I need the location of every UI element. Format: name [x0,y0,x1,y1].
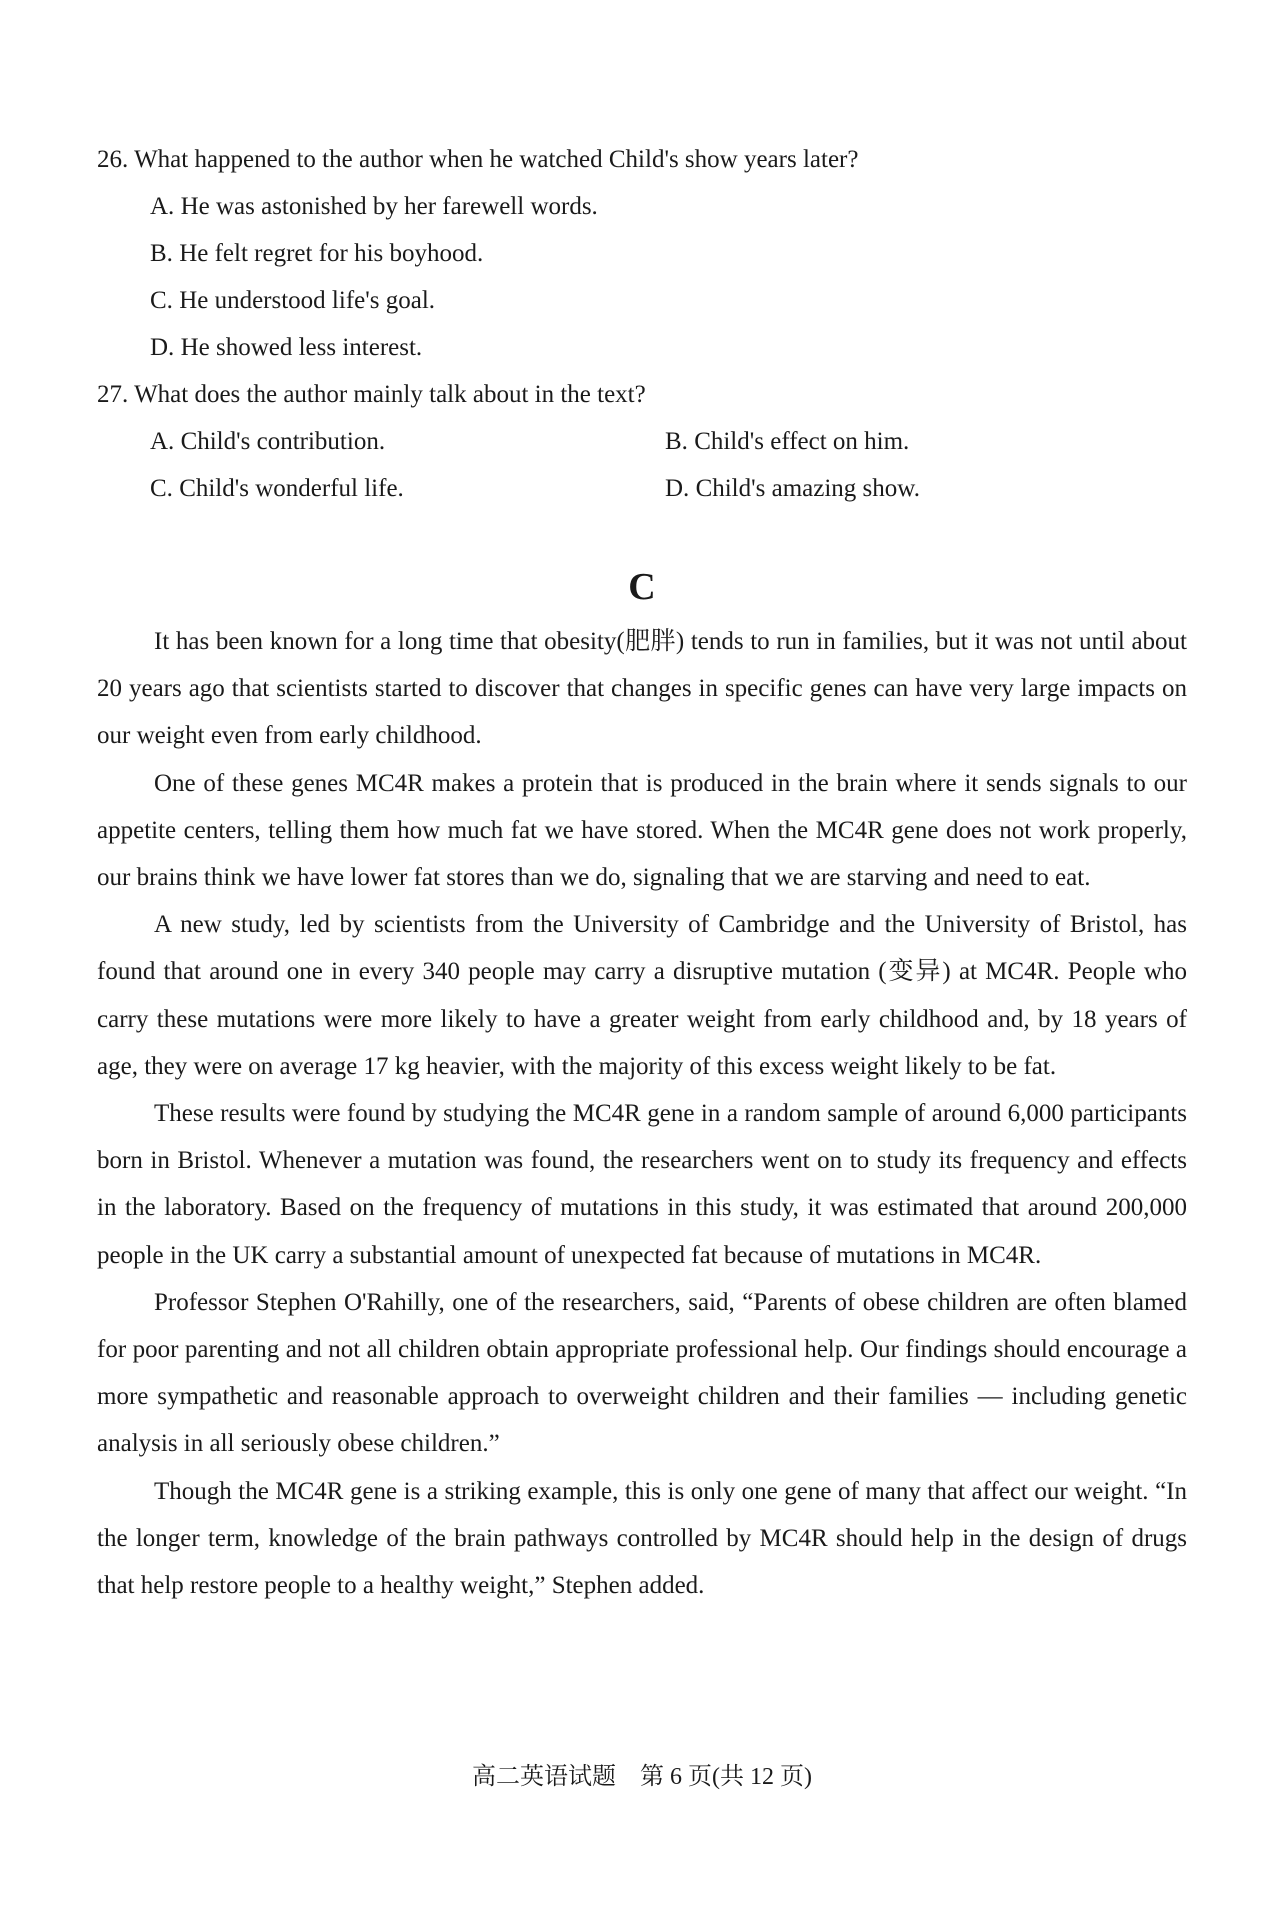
question-text: What happened to the author when he watched Child's show years later? [134,146,859,173]
option-letter: B. [665,428,688,455]
option-text: He felt regret for his boyhood. [179,240,484,267]
passage-paragraph: A new study, led by scientists from the University of Cambridge and the University of Bristol, has found that around one in every 340 people may carry a disruptive mutation (变异) at MC4R. People who carry these mutations were more likely to have a greater weight from early childhood and, by 18 years of age, they were on average 17 kg heavier, with the majority of this excess weight likely to be fat. [97,911,1187,1080]
option-27-d [665,474,920,504]
option-27-c [150,474,404,504]
question-27 [97,380,646,410]
passage-paragraph: It has been known for a long time that obesity(肥胖) tends to run in families, but it was not until about 20 years ago that scientists started to discover that changes in specific genes can have very large impacts on our weight even from early childhood. [97,628,1187,750]
question-text: What does the author mainly talk about in the text? [134,381,646,408]
option-text: He was astonished by her farewell words. [180,193,598,220]
option-letter: D. [150,334,175,361]
option-letter: D. [665,475,690,502]
reading-passage [97,618,1187,1609]
option-27-b [665,427,909,457]
option-26-d [150,333,422,363]
passage-paragraph: Though the MC4R gene is a striking example, this is only one gene of many that affect our weight. “In the longer term, knowledge of the brain pathways controlled by MC4R should help in the design of drugs that help restore people to a healthy weight,” Stephen added. [97,1477,1187,1600]
passage-paragraph: One of these genes MC4R makes a protein that is produced in the brain where it sends signals to our appetite centers, telling them how much fat we have stored. When the MC4R gene does not work properly, our brains think we have lower fat stores than we do, signaling that we are starving and need to eat. [97,769,1187,892]
option-26-c [150,286,435,316]
option-27-a [150,427,385,457]
section-heading: C [628,566,656,608]
option-text: Child's effect on him. [694,428,910,455]
option-26-b [150,239,483,269]
option-letter: A. [150,193,175,220]
option-text: Child's contribution. [180,428,386,455]
option-26-a [150,192,598,222]
option-text: Child's wonderful life. [179,475,404,502]
option-text: He understood life's goal. [179,287,436,314]
option-letter: C. [150,475,173,502]
option-text: He showed less interest. [180,334,423,361]
page-footer: 高二英语试题 第 6 页(共 12 页) [472,1764,812,1790]
question-26 [97,145,858,175]
passage-paragraph: These results were found by studying the MC4R gene in a random sample of around 6,000 participants born in Bristol. Whenever a mutation was found, the researchers went on to study its frequency and effects in the laboratory. Based on the frequency of mutations in this study, it was estimated that around 200,000 people in the UK carry a substantial amount of unexpected fat because of mutations in MC4R. [97,1100,1187,1269]
question-number: 26. [97,146,129,173]
option-letter: B. [150,240,173,267]
option-letter: A. [150,428,175,455]
option-text: Child's amazing show. [695,475,920,502]
option-letter: C. [150,287,173,314]
passage-paragraph: Professor Stephen O'Rahilly, one of the researchers, said, “Parents of obese children are often blamed for poor parenting and not all children obtain appropriate professional help. Our findings should encourage a more sympathetic and reasonable approach to overweight children and their families — including genetic analysis in all seriously obese children.” [97,1288,1187,1458]
question-number: 27. [97,381,129,408]
